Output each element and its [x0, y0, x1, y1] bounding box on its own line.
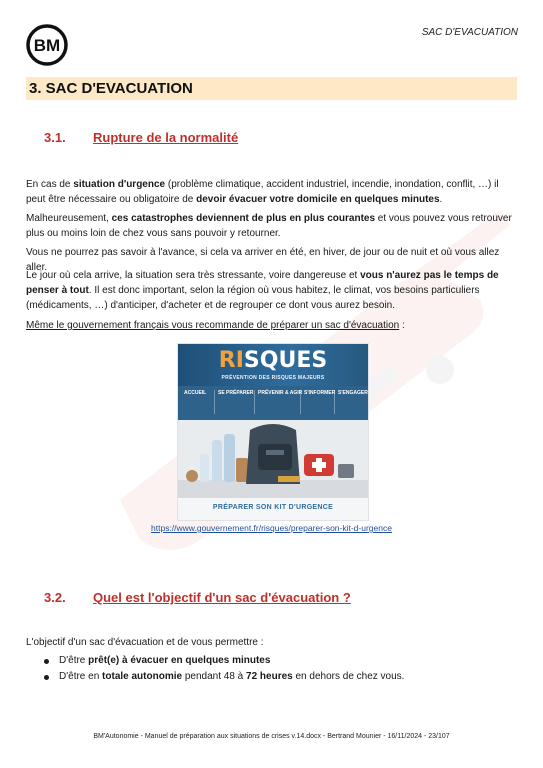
- bullet-icon: [44, 675, 49, 680]
- paragraph-5: Même le gouvernement français vous recommande de préparer un sac d'évacuation :: [26, 320, 405, 331]
- figure-title: RISQUES: [218, 348, 328, 373]
- figure-subtitle: PRÉVENTION DES RISQUES MAJEURS: [221, 375, 325, 381]
- subsection-number: 3.2.: [44, 590, 66, 605]
- gouvernement-link[interactable]: https://www.gouvernement.fr/risques/preparer-son-kit-d-urgence: [151, 523, 392, 533]
- paragraph-3: Vous ne pourrez pas savoir à l'avance, si cela va arriver en été, en hiver, de jour ou de nuit et où vous allez aller.: [26, 247, 500, 273]
- subsection-title: Rupture de la normalité: [93, 130, 239, 145]
- paragraph-4: Le jour où cela arrive, la situation sera très stressante, voire dangereuse et vous n'aurez pas le temps de penser à tout. Il est donc important, selon la région où vous habitez, le climat, vos besoins particuliers (médicaments, …) d'anticiper, d'acheter et de regrouper ce dont vous aurez besoin.: [26, 270, 499, 311]
- paragraph-1: En cas de situation d'urgence (problème climatique, accident industriel, incendie, inondation, conflit, …) il peut être nécessaire ou obligatoire de devoir évacuer votre domicile en quelques minutes.: [26, 179, 499, 205]
- subsection-number: 3.1.: [44, 130, 66, 145]
- figure-caption: PRÉPARER SON KIT D'URGENCE: [212, 504, 334, 511]
- figure-nav-item: SE PRÉPARER: [218, 390, 254, 396]
- paragraph-6: L'objectif d'un sac d'évacuation et de vous permettre :: [26, 637, 264, 648]
- risques-website-image: [177, 343, 369, 521]
- emergency-kit-photo: [178, 420, 368, 498]
- figure-nav-item: S'ENGAGER: [338, 390, 368, 396]
- bullet-icon: [44, 659, 49, 664]
- figure-nav-item: PRÉVENIR & AGIR: [258, 390, 303, 396]
- paragraph-2: Malheureusement, ces catastrophes deviennent de plus en plus courantes et vous pouvez vous retrouver plus ou moins loin de chez vous sans pouvoir y retourner.: [26, 213, 512, 239]
- section-title: 3. SAC D'EVACUATION: [29, 80, 193, 97]
- section-heading-bar: [26, 77, 517, 100]
- figure-nav: [178, 386, 368, 420]
- figure-nav-item: S'INFORMER: [304, 390, 336, 396]
- bm-logo-icon: [26, 24, 68, 66]
- logo-text: BM: [33, 36, 61, 55]
- subsection-title: Quel est l'objectif d'un sac d'évacuation ?: [93, 590, 351, 605]
- running-header-title: SAC D'EVACUATION: [421, 27, 518, 38]
- page-footer: BM'Autonomie - Manuel de préparation aux situations de crises v.14.docx - Bertrand Mounier - 16/11/2024 - 23/107: [93, 733, 450, 740]
- figure-banner: [178, 344, 368, 386]
- figure-nav-item: ACCUEIL: [184, 390, 207, 396]
